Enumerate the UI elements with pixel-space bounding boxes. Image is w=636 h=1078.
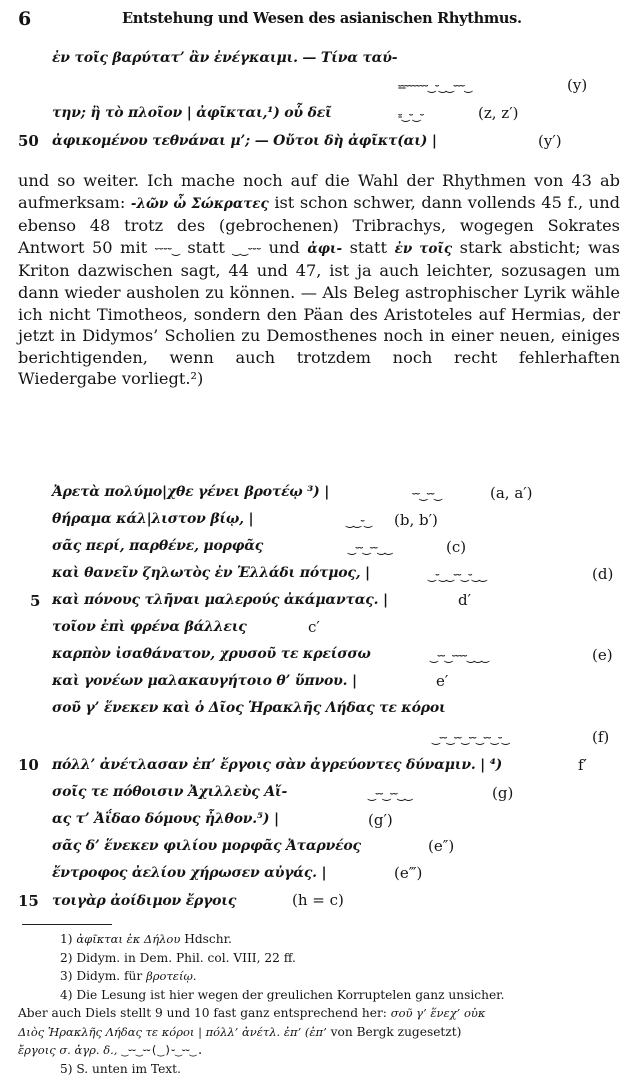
verse-label: (a, a′) [490,484,533,502]
footnote-4-cont: Aber auch Diels stellt 9 und 10 fast ganz entsprechend her: σοῦ γ’ ἕνεχ’ οὐκ [18,1004,623,1023]
verse-label: (z, z′) [478,104,518,122]
greek-quote: -λῶν ὦ Σώκρατες [131,196,269,212]
page-header [18,8,623,30]
verse-label: (g′) [368,811,393,829]
verse-line: καὶ θανεῖν ζηλωτὸς ἐν Ἑλλάδι πότμος, | [52,565,370,581]
prose-paragraph [18,170,620,390]
footnote-3: 3) Didym. für βροτείῳ. [18,967,623,986]
verse-line: πόλλ’ ἀνέτλασαν ἐπ’ ἔργοις σὰν ἀγρεύοντες δύναμιν. | ⁴) [52,757,502,773]
verse-line: σᾶς περί, παρθένε, μορφᾶς [52,538,263,554]
line-number: 5 [30,592,40,610]
prose-text: statt [187,238,224,257]
verse-line: τοιγὰρ ἀοίδιμον ἔργοις [52,893,236,909]
footnotes [18,930,623,1078]
verse-label: (b, b′) [394,511,438,529]
verse-label: (y′) [538,132,562,150]
footnote-4-cont: ἔργοις σ. ἀγρ. δ., ‿⏑⏑‿⏑⏑(‿)⏑‿⏑⏑‿. [18,1041,623,1060]
meter-scheme: ‿⏑⏑‿⏑⏑‿⏑⏑‿⏑⏑‿⏑‿ [432,731,509,746]
verse-line: την; ἢ τὸ πλοῖον | ἀφῖκται,¹) οὗ δεῖ [52,105,332,121]
footnote-2: 2) Didym. in Dem. Phil. col. VIII, 22 ff. [18,949,623,968]
meter-scheme: ‿⏑⏑‿⏑⏑⏑⏑‿‿‿ [430,649,489,664]
line-number: 50 [18,132,39,150]
footnote-rule [22,924,112,925]
verse-line: θήραμα κάλ|λιστον βίῳ, | [52,511,253,527]
verse-label: (e‴) [394,864,422,882]
verse-label: c′ [308,618,320,636]
verse-line: σᾶς δ’ ἕνεκεν φιλίου μορφᾶς Ἀταρνέος [52,838,361,854]
prose-text: und [269,238,300,257]
verse-label: e′ [436,672,448,690]
meter-scheme: ‿‿⏑⏑⏑ [232,242,261,257]
verse-line: ἐν τοῖς βαρύτατ’ ἂν ἐνέγκαιμι. — Τίνα ταύ- [52,50,397,66]
verse-line: Ἀρετὰ πολύμο|χθε γένει βροτέῳ ³) | [52,484,329,500]
greek-quote: ἐν τοῖς [395,241,453,257]
verse-label: (f) [592,728,609,746]
line-number: 10 [18,756,39,774]
verse-line: ας τ’ Ἀΐδαο δόμους ἦλθον.⁵) | [52,811,279,827]
footnote-5: 5) S. unten im Text. [18,1060,623,1078]
verse-line: καὶ πόνους τλῆναι μαλερούς ἀκάμαντας. | [52,592,388,608]
verse-label: (c) [446,538,466,556]
meter-scheme: ⏓⏓⏑⏑⏑⏑⏑⏑‿⏑‿‿⏑⏑⏑‿ [398,79,472,94]
footnote-1: 1) ἀφῖκται ἐκ Δήλου Hdschr. [18,930,623,949]
page-number: 6 [18,8,31,30]
meter-scheme: ‿⏑⏑‿⏑⏑‿‿ [348,541,392,556]
prose-text: ist schon schwer, dann vollends 45 f., und ebenso 48 trotz des (gebrochenen) Tribrachys, wogegen Sokrates Antwort 50 mit [18,193,620,257]
line-number: 15 [18,892,39,910]
greek-quote: ἀφι- [307,241,342,257]
verse-label: f′ [578,756,587,774]
verse-line: ἀφικομένου τεθνάναι μ’; — Οὔτοι δὴ ἀφῖκτ(αι) | [52,133,437,149]
verse-label: (g) [492,784,513,802]
meter-scheme: ‿‿⏑‿ [346,514,371,529]
verse-line: σοῦ γ’ ἕνεκεν καὶ ὁ Δῖος Ἡρακλῆς Λήδας τε κόροι [52,700,446,716]
prose-text: statt [350,238,387,257]
meter-scheme: ‿⏑⏑‿⏑⏑(‿)⏑‿⏑⏑‿. [121,1043,203,1057]
verse-label: (e″) [428,837,454,855]
running-head: Entstehung und Wesen des asianischen Rhythmus. [122,10,522,27]
meter-scheme: ‿⏑‿‿⏑⏑‿⏑‿‿ [428,568,486,583]
verse-label: (h = c) [292,891,344,909]
footnote-4-cont: Διὸς Ἡρακλῆς Λήδας τε κόροι | πόλλ’ ἀνέτλ. ἐπ’ (ἐπ’ von Bergk zugesetzt) [18,1023,623,1042]
meter-scheme: ⏓‿⏑‿⏑ [398,108,424,123]
verse-label: (y) [567,76,587,94]
verse-line: καρπὸν ἰσαθάνατον, χρυσοῦ τε κρείσσω [52,646,371,662]
prose-text: stark absticht; was Kriton dazwischen sagt, 44 und 47, ist ja auch leichter, sozusagen um dann wieder ausholen zu können. — Als Beleg astrophischer Lyrik wähle ich nicht Timotheos, sondern den Päan des Aristoteles auf Hermias, der jetzt in Didymos’ Scholien zu Demosthenes noch in einer neuen, einiges berichtigenden, wenn auch trotzdem noch recht fehlerhaften Wiedergabe vorliegt.²) [18,238,620,389]
meter-scheme: ⏑⏑⏑⏑‿ [155,242,180,257]
verse-line: ἔντροφος ἀελίου χήρωσεν αὐγάς. | [52,865,326,881]
footnote-4: 4) Die Lesung ist hier wegen der greulichen Korruptelen ganz unsicher. [18,986,623,1005]
verse-line: τοῖον ἐπὶ φρένα βάλλεις [52,619,247,635]
verse-line: σοῖς τε πόθοισιν Ἀχιλλεὺς Αἴ- [52,784,287,800]
meter-scheme: ‿⏑⏑‿⏑⏑‿‿ [368,787,412,802]
meter-scheme: ⏑⏑‿⏑⏑‿ [412,487,441,502]
verse-label: (e) [592,646,613,664]
verse-label: d′ [458,591,471,609]
verse-line: καὶ γονέων μαλακαυγήτοιο θ’ ὕπνου. | [52,673,357,689]
prose-text: und so weiter. Ich mache noch auf die Wahl der Rhythmen von 43 ab aufmerksam: [18,171,620,212]
verse-label: (d) [592,565,613,583]
